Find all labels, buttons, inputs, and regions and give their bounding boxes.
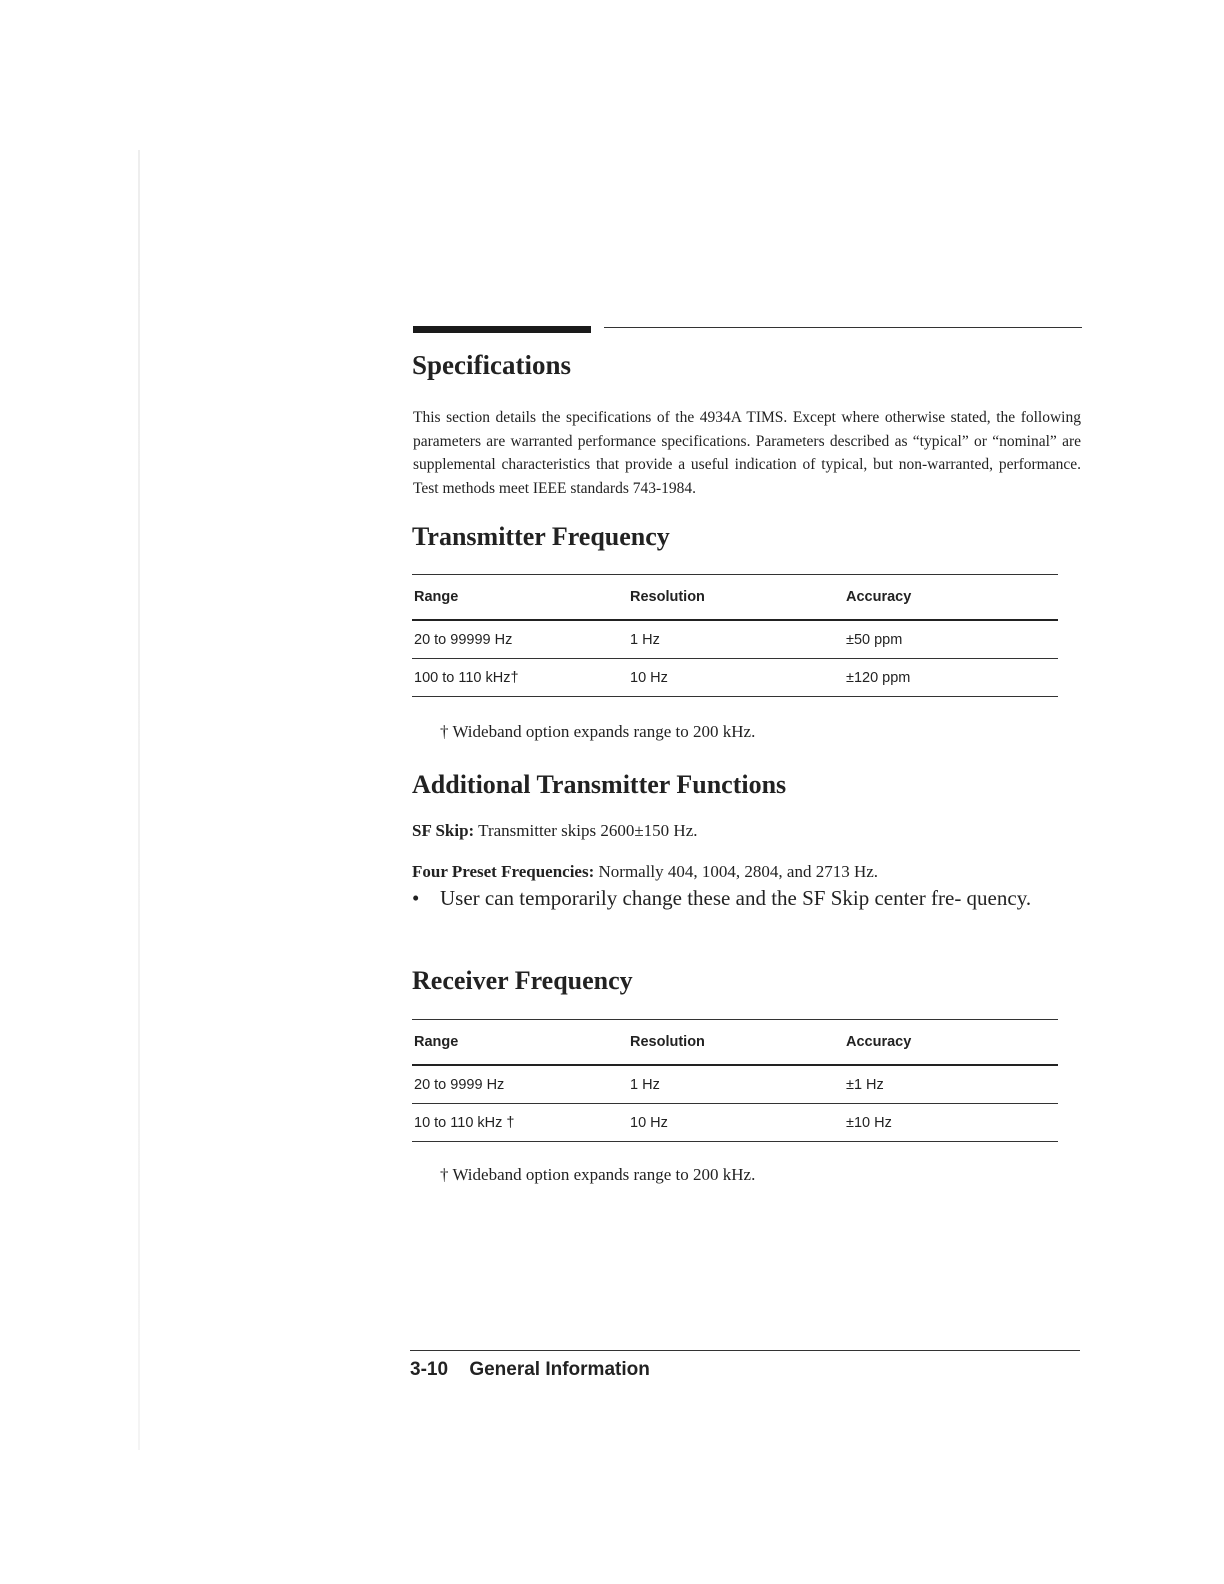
accuracy-cell: ±10 Hz [844, 1104, 1058, 1142]
bullet-text: User can temporarily change these and the SF Skip center fre- quency. [440, 886, 1032, 910]
table-row [412, 659, 1058, 697]
page-title: Specifications [412, 350, 571, 380]
preset-frequencies-text: Normally 404, 1004, 2804, and 2713 Hz. [598, 862, 879, 881]
column-header-range: Range [412, 1020, 628, 1066]
table-header-row [412, 575, 1058, 621]
bullet-dot-icon: • [412, 886, 420, 910]
page-footer [410, 1359, 650, 1381]
column-header-resolution: Resolution [628, 1020, 844, 1066]
receiver-frequency-table [412, 1019, 1058, 1142]
sf-skip-label: SF Skip: [412, 821, 475, 840]
accuracy-cell: ±120 ppm [844, 659, 1058, 697]
page-number: 3-10 [410, 1359, 449, 1380]
header-rule-thick [413, 326, 591, 333]
range-cell: 20 to 99999 Hz [412, 620, 628, 659]
column-header-range: Range [412, 575, 628, 621]
transmitter-footnote: † Wideband option expands range to 200 kHz. [440, 722, 756, 741]
receiver-frequency-heading: Receiver Frequency [412, 966, 633, 995]
header-rule-thin [604, 327, 1082, 328]
resolution-cell: 1 Hz [628, 620, 844, 659]
preset-frequencies-label: Four Preset Frequencies: [412, 862, 595, 881]
range-cell: 20 to 9999 Hz [412, 1065, 628, 1104]
resolution-cell: 10 Hz [628, 1104, 844, 1142]
table-row [412, 620, 1058, 659]
column-header-accuracy: Accuracy [844, 575, 1058, 621]
table-row [412, 1104, 1058, 1142]
transmitter-frequency-table [412, 574, 1058, 697]
bullet-item [412, 884, 1052, 912]
receiver-footnote: † Wideband option expands range to 200 kHz. [440, 1165, 756, 1184]
table-row [412, 1065, 1058, 1104]
resolution-cell: 10 Hz [628, 659, 844, 697]
preset-frequencies-line [412, 862, 878, 882]
sf-skip-text: Transmitter skips 2600±150 Hz. [478, 821, 698, 840]
range-cell: 10 to 110 kHz † [412, 1104, 628, 1142]
column-header-resolution: Resolution [628, 575, 844, 621]
accuracy-cell: ±50 ppm [844, 620, 1058, 659]
chapter-title: General Information [469, 1359, 650, 1380]
additional-functions-heading: Additional Transmitter Functions [412, 770, 787, 799]
intro-paragraph: This section details the specifications of the 4934A TIMS. Except where otherwise stated, the following parameters are warranted performance specifications. Parameters described as “typical” or “nominal” are supplemental characteristics that provide a useful indication of typical, but non-warranted, performance. Test methods meet IEEE standards 743-1984. [413, 409, 1081, 497]
resolution-cell: 1 Hz [628, 1065, 844, 1104]
range-cell: 100 to 110 kHz† [412, 659, 628, 697]
footer-rule [410, 1350, 1080, 1351]
accuracy-cell: ±1 Hz [844, 1065, 1058, 1104]
table-header-row [412, 1020, 1058, 1066]
sf-skip-line [412, 821, 698, 841]
transmitter-frequency-heading: Transmitter Frequency [412, 522, 670, 551]
page-edge-shadow [138, 150, 140, 1450]
column-header-accuracy: Accuracy [844, 1020, 1058, 1066]
